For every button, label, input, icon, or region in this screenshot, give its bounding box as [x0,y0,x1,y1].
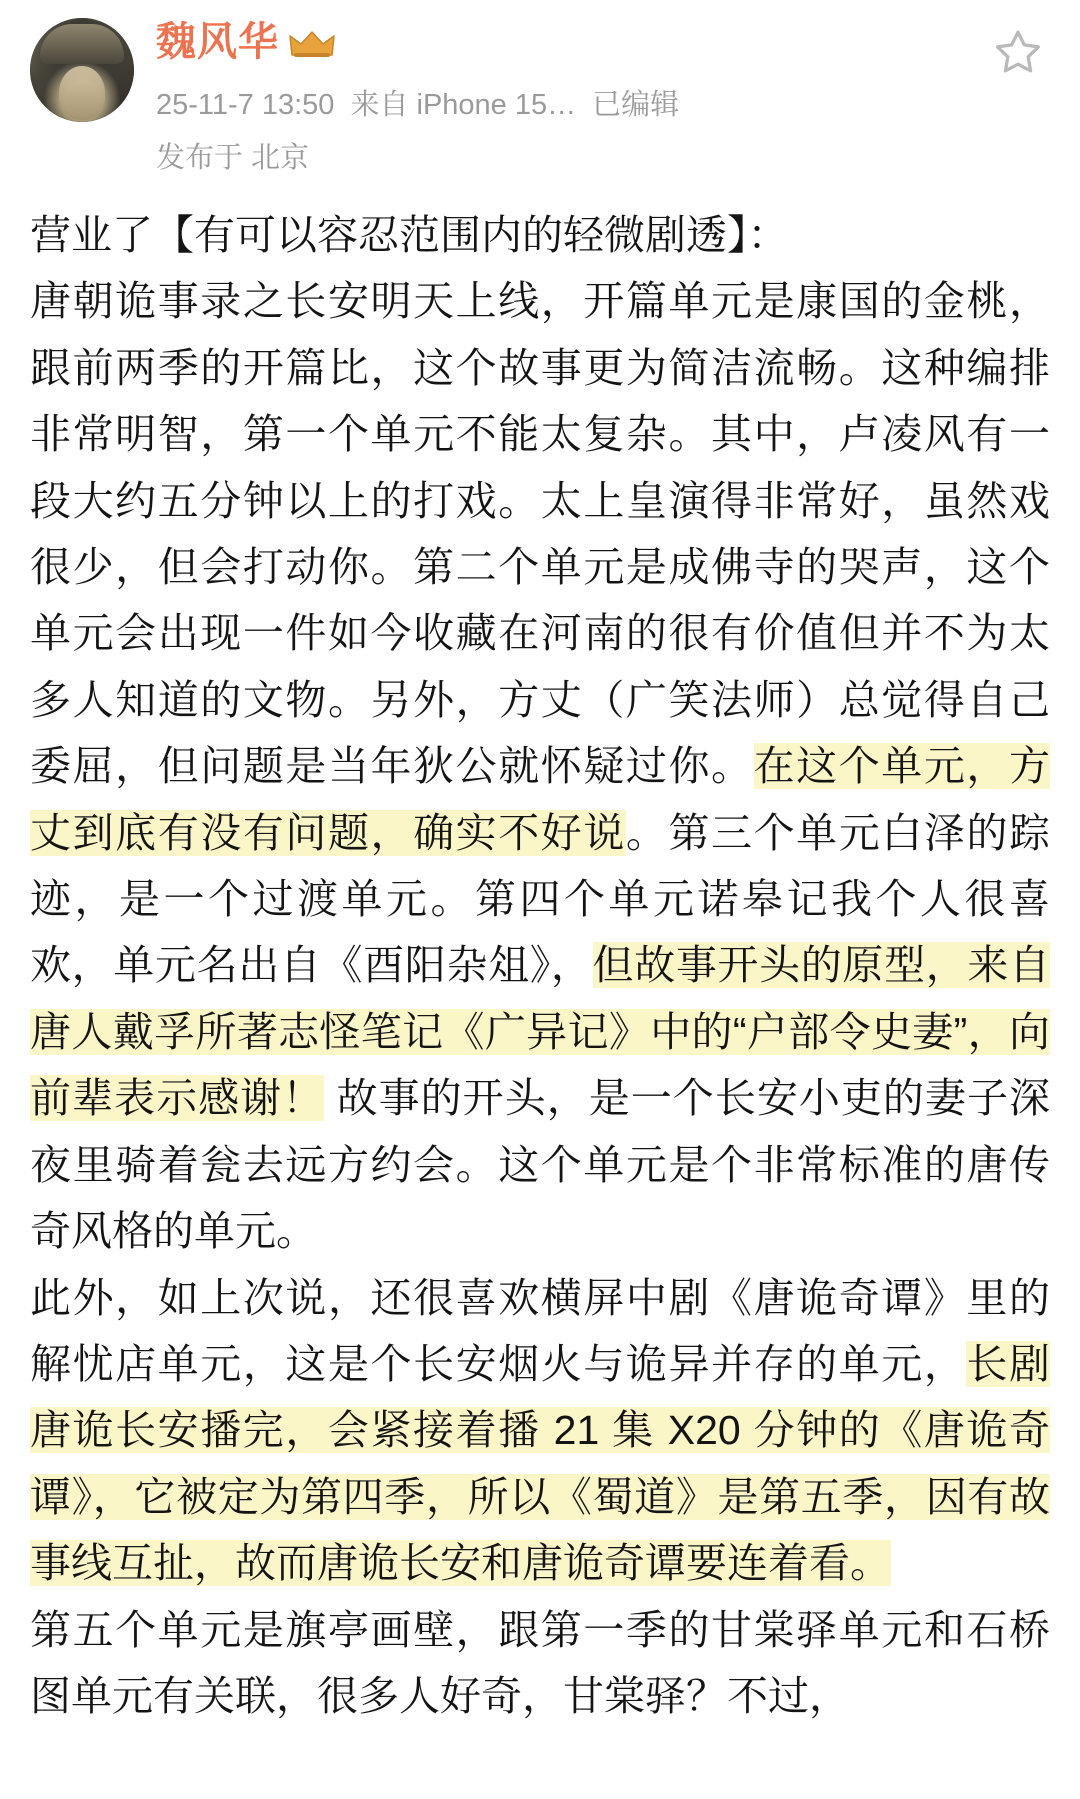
post-source[interactable]: 来自 iPhone 15… [350,89,577,121]
body-text: 第五个单元是旗亭画壁，跟第一季的甘棠驿单元和石桥图单元有关联，很多人好奇，甘棠驿？不过， [30,1606,1050,1719]
avatar-face [59,66,105,120]
post-location: 发布于 北京 [156,142,310,174]
avatar-headwear [40,24,124,64]
post-meta [156,82,1050,123]
post-timestamp: 25-11-7 13:50 [156,89,335,121]
avatar[interactable] [30,18,134,122]
crown-icon [289,29,335,59]
post-edited-label: 已编辑 [592,89,680,121]
post-header [30,14,1050,176]
favorite-button[interactable] [990,24,1046,80]
highlighted-text: 长剧唐诡长安播完，会紧接着播 21 集 X20 分钟的《唐诡奇谭》，它被定为第四季，所以《蜀道》是第五季，因有故事线互扯，故而唐诡长安和唐诡奇谭要连着看。 [30,1340,1051,1587]
post-paragraph [30,1265,1050,1597]
post-content [30,202,1050,1749]
body-text: 唐朝诡事录之长安明天上线，开篇单元是康国的金桃，跟前两季的开篇比，这个故事更为简洁流畅。这种编排非常明智，第一个单元不能太复杂。其中，卢凌风有一段大约五分钟以上的打戏。太上皇演得非常好，虽然戏很少，但会打动你。第二个单元是成佛寺的哭声，这个单元会出现一件如今收藏在河南的很有价值但并不为太多人知道的文物。另外，方丈（广笑法师）总觉得自己委屈，但问题是当年狄公就怀疑过你。 [30,278,1050,790]
highlighted-text: 在这个单元，方丈到底有没有问题，确实不好说 [30,743,1050,856]
header-text-block [156,14,1050,176]
body-text: 营业了【有可以容忍范围内的轻微剧透】： [30,212,789,258]
post-paragraph [30,1597,1050,1730]
body-text: 故事的开头，是一个长安小吏的妻子深夜里骑着瓮去远方约会。这个单元是个非常标准的唐传奇风格的单元。 [30,1075,1051,1255]
body-text: 此外，如上次说，还很喜欢横屏中剧《唐诡奇谭》里的解忧店单元，这是个长安烟火与诡异并存的单元， [30,1274,1050,1387]
author-row [156,16,1050,68]
highlighted-text: 但故事开头的原型，来自唐人戴孚所著志怪笔记《广异记》中的“户部令史妻”，向前辈表示感谢！ [30,942,1051,1122]
author-name[interactable]: 魏风华 [156,20,279,64]
star-outline-icon [992,26,1044,78]
body-text: 。第三个单元白泽的踪迹，是一个过渡单元。第四个单元诺皋记我个人很喜欢，单元名出自《酉阳杂俎》， [30,809,1051,989]
post-paragraph [30,202,1050,1265]
